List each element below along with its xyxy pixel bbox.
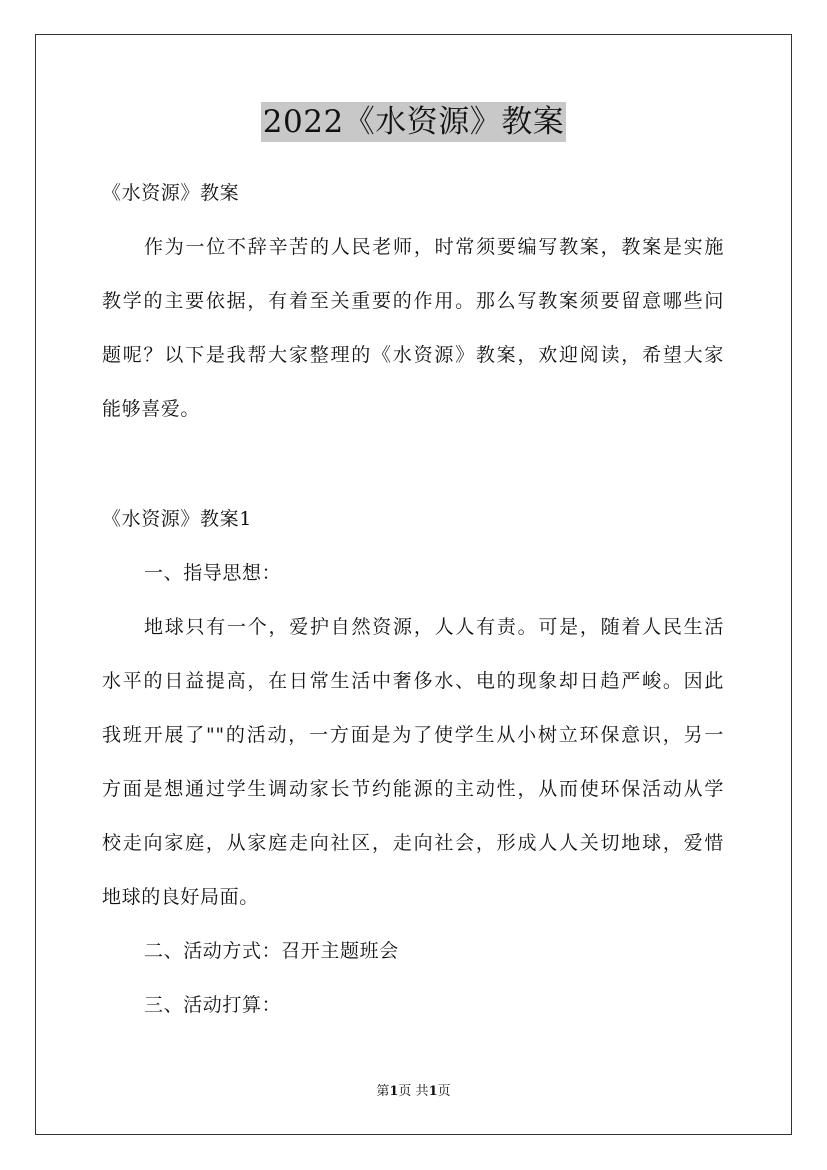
footer-prefix: 第	[376, 1084, 390, 1099]
intro-line: 作为一位不辞辛苦的人民老师，时常须要编写教案，教案是实施	[144, 236, 724, 258]
item3-heading: 三、活动打算：	[144, 994, 282, 1016]
item1-line: 我班开展了""的活动，一方面是为了使学生从小树立环保意识，另一	[102, 724, 724, 746]
item1-heading: 一、指导思想：	[144, 562, 282, 584]
item1-line: 方面是想通过学生调动家长节约能源的主动性，从而使环保活动从学	[102, 778, 724, 800]
intro-line: 教学的主要依据，有着至关重要的作用。那么写教案须要留意哪些问	[102, 290, 724, 312]
footer-total-pages: 1	[428, 1084, 438, 1099]
footer-suffix: 页	[437, 1084, 451, 1099]
subtitle: 《水资源》教案	[102, 182, 240, 204]
intro-line: 能够喜爱。	[102, 398, 201, 420]
item1-line: 地球的良好局面。	[102, 886, 259, 908]
document-title: 2022《水资源》教案	[262, 104, 565, 140]
item1-line: 校走向家庭，从家庭走向社区，走向社会，形成人人关切地球，爱惜	[102, 832, 724, 854]
page-footer	[0, 1083, 827, 1101]
footer-mid: 页 共	[398, 1084, 429, 1099]
intro-line: 题呢？以下是我帮大家整理的《水资源》教案，欢迎阅读，希望大家	[102, 344, 724, 366]
footer-page-number: 1	[389, 1084, 399, 1099]
item1-line: 水平的日益提高，在日常生活中奢侈水、电的现象却日趋严峻。因此	[102, 670, 724, 692]
section-heading: 《水资源》教案1	[102, 508, 252, 530]
item1-line: 地球只有一个，爱护自然资源，人人有责。可是，随着人民生活	[144, 616, 724, 638]
item2-heading: 二、活动方式：召开主题班会	[144, 940, 399, 962]
title-container	[0, 102, 827, 142]
